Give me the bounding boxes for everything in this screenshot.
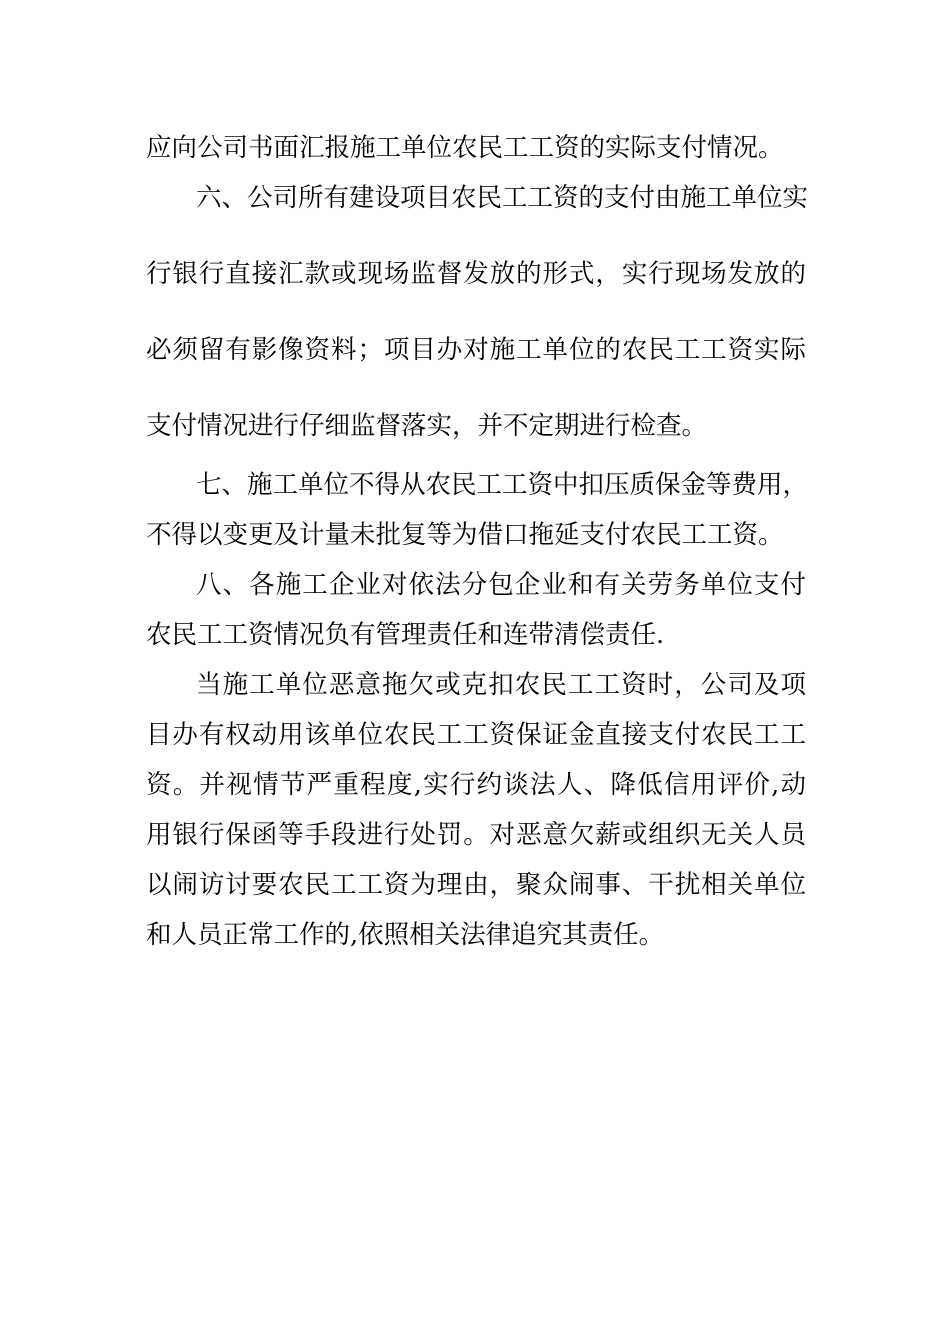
text-line-7: 不得以变更及计量未批复等为借口拖延支付农民工工资。 xyxy=(146,520,784,550)
text-line-3: 行银行直接汇款或现场监督发放的形式，实行现场发放的 xyxy=(146,259,806,289)
text-line-8: 八、各施工企业对依法分包企业和有关劳务单位支付 xyxy=(196,570,806,600)
text-line-11: 目办有权动用该单位农民工工资保证金直接支付农民工工 xyxy=(146,720,806,750)
text-line-15: 和人员正常工作的,依照相关法律追究其责任。 xyxy=(146,920,665,950)
text-line-14: 以闹访讨要农民工工资为理由，聚众闹事、干扰相关单位 xyxy=(146,870,806,900)
text-line-1: 应向公司书面汇报施工单位农民工工资的实际支付情况。 xyxy=(146,133,784,163)
text-line-4: 必须留有影像资料；项目办对施工单位的农民工工资实际 xyxy=(146,335,806,365)
text-line-12: 资。并视情节严重程度,实行约谈法人、降低信用评价,动 xyxy=(146,770,806,800)
text-line-13: 用银行保函等手段进行处罚。对恶意欠薪或组织无关人员 xyxy=(146,820,806,850)
text-line-5: 支付情况进行仔细监督落实，并不定期进行检查。 xyxy=(146,411,708,441)
text-line-2: 六、公司所有建设项目农民工工资的支付由施工单位实 xyxy=(196,183,809,213)
text-line-10: 当施工单位恶意拖欠或克扣农民工工资时，公司及项 xyxy=(196,670,806,700)
text-line-6: 七、施工单位不得从农民工工资中扣压质保金等费用， xyxy=(196,470,809,500)
text-line-9: 农民工工资情况负有管理责任和连带清偿责任. xyxy=(146,620,665,650)
